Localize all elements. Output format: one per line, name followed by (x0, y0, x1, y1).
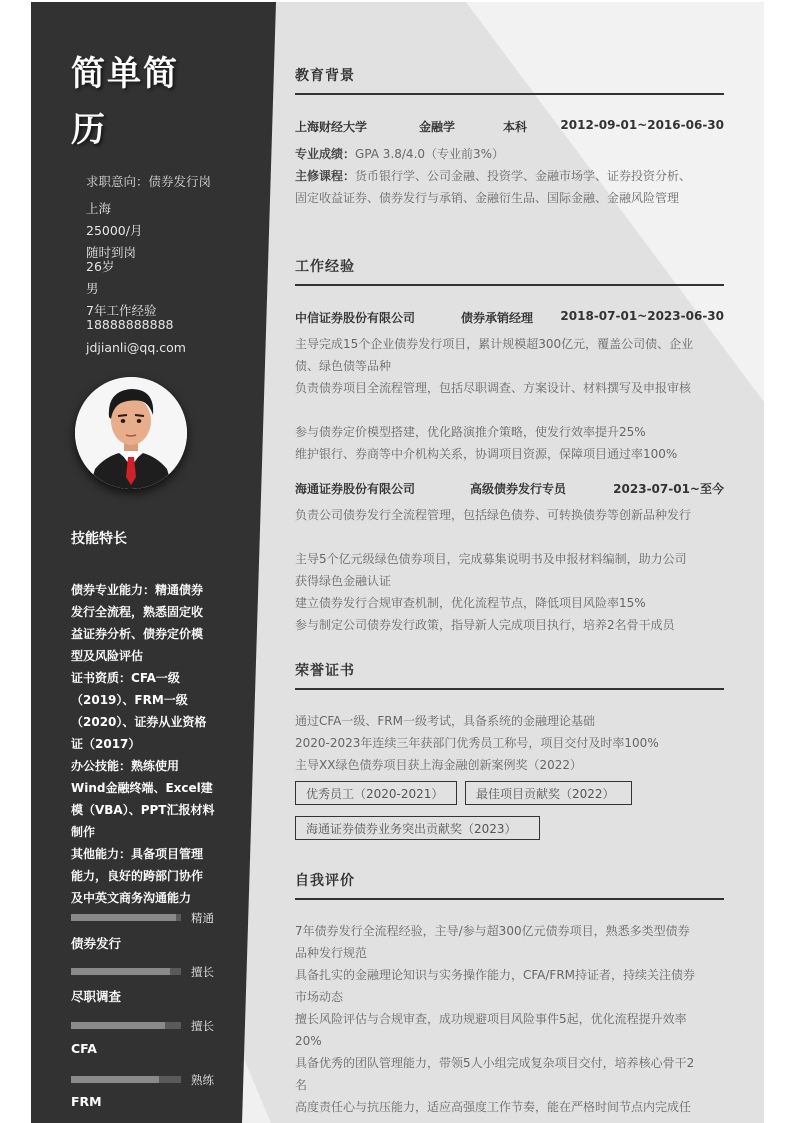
job-dates: 2018-07-01~2023-06-30 (560, 309, 724, 323)
job-intent: 求职意向：债券发行岗 (86, 174, 212, 189)
info-experience: 7年工作经验 (86, 303, 157, 318)
self-eval-line: 20% (295, 1034, 322, 1048)
section-divider (295, 898, 724, 900)
skills-line: （2019）、FRM一级 (71, 693, 188, 707)
skill-name: 债券发行 (71, 936, 122, 951)
school-name: 上海财经大学 (295, 120, 368, 134)
skills-line: 型及风险评估 (71, 649, 144, 663)
skills-line: （2020）、证券从业资格 (71, 715, 207, 729)
section-title-education: 教育背景 (295, 68, 355, 84)
self-eval-line: 擅长风险评估与合规审查，成功规避项目风险事件5起，优化流程提升效率 (295, 1012, 687, 1026)
honor-tag: 海通证券债券业务突出贡献奖（2023） (295, 816, 540, 840)
info-availability: 随时到岗 (86, 245, 137, 260)
resume-page (31, 2, 764, 1123)
title-line-2: 历 (71, 110, 107, 150)
self-eval-line: 7年债券发行全流程经验，主导/参与超300亿元债券项目，熟悉多类型债券 (295, 924, 690, 938)
education-dates: 2012-09-01~2016-06-30 (560, 118, 724, 132)
skill-bar-bond-issuance (71, 910, 221, 924)
section-divider (295, 688, 724, 690)
skills-line: 债券专业能力：精通债券 (71, 583, 204, 597)
self-eval-line: 品种发行规范 (295, 946, 368, 960)
self-eval-line: 市场动态 (295, 990, 344, 1004)
degree: 本科 (503, 120, 528, 134)
title-line-1: 简单简 (71, 54, 179, 94)
job-line: 建立债券发行合规审查机制，优化流程节点，降低项目风险率15% (295, 596, 646, 610)
honor-line: 主导XX绿色债券项目获上海金融创新案例奖（2022） (295, 758, 582, 772)
job-line: 负责债券项目全流程管理，包括尽职调查、方案设计、材料撰写及申报审核 (295, 381, 692, 395)
job-line: 获得绿色金融认证 (295, 574, 392, 588)
skill-name: 尽职调查 (71, 989, 122, 1004)
skill-bar-track (71, 914, 181, 921)
honor-tag: 优秀员工（2020-2021） (295, 781, 457, 805)
job-line: 债、绿色债等品种 (295, 359, 392, 373)
section-title-honors: 荣誉证书 (295, 663, 355, 679)
self-eval-text (295, 920, 724, 1118)
info-gender: 男 (86, 281, 99, 296)
skills-line: 办公技能：熟练使用 (71, 759, 180, 773)
skills-line: 证（2017） (71, 737, 141, 751)
job-description (295, 333, 724, 465)
skill-bar-fill (71, 914, 176, 921)
info-city: 上海 (86, 201, 112, 216)
skill-bar-frm (71, 1072, 221, 1086)
job-description (295, 504, 724, 636)
major: 金融学 (419, 120, 456, 134)
sidebar (31, 2, 276, 1123)
job-dates: 2023-07-01~至今 (613, 482, 724, 496)
job-line: 负责公司债券发行全流程管理，包括绿色债券、可转换债券等创新品种发行 (295, 508, 692, 522)
company-name: 中信证券股份有限公司 (295, 311, 416, 325)
info-salary: 25000/月 (86, 223, 143, 238)
self-eval-line: 具备优秀的团队管理能力，带领5人小组完成复杂项目交付，培养核心骨干2 (295, 1056, 695, 1070)
job-line: 参与制定公司债券发行政策，指导新人完成项目执行，培养2名骨干成员 (295, 618, 675, 632)
info-email: jdjianli@qq.com (86, 340, 186, 355)
skill-bar-cfa (71, 1018, 221, 1032)
skill-bar-fill (71, 968, 170, 975)
skill-level: 擅长 (191, 965, 214, 979)
skill-bar-track (71, 968, 181, 975)
skills-line: Wind金融终端、Excel建 (71, 781, 213, 795)
section-divider (295, 93, 724, 95)
section-title-self-eval: 自我评价 (295, 873, 355, 889)
section-divider (295, 284, 724, 286)
job-line: 维护银行、券商等中介机构关系，协调项目资源，保障项目通过率100% (295, 447, 678, 461)
courses-line: 主修课程：货币银行学、公司金融、投资学、金融市场学、证券投资分析、 (295, 169, 692, 183)
self-eval-line: 具备扎实的金融理论知识与实务操作能力，CFA/FRM持证者，持续关注债券 (295, 968, 696, 982)
skills-line: 制作 (71, 825, 96, 839)
self-eval-line: 高度责任心与抗压能力，适应高强度工作节奏，能在严格时间节点内完成任 (295, 1100, 692, 1114)
skills-line: 模（VBA）、PPT汇报材料 (71, 803, 215, 817)
skill-bar-fill (71, 1022, 165, 1029)
resume-title (71, 46, 201, 158)
job-position: 高级债券发行专员 (470, 482, 567, 496)
education-details (295, 143, 724, 209)
person-avatar-icon (75, 377, 187, 489)
self-eval-line: 名 (295, 1078, 308, 1092)
skill-name: FRM (71, 1094, 102, 1109)
skill-level: 精通 (191, 911, 214, 925)
skills-line: 及中英文商务沟通能力 (71, 891, 192, 905)
honor-line: 2020-2023年连续三年获部门优秀员工称号，项目交付及时率100% (295, 736, 659, 750)
info-phone: 18888888888 (86, 317, 174, 332)
job-position: 债券承销经理 (461, 311, 534, 325)
skills-line: 证书资质：CFA一级 (71, 671, 180, 685)
job-line-spacer (295, 399, 724, 421)
courses-line-2: 固定收益证券、债券发行与承销、金融衍生品、国际金融、金融风险管理 (295, 191, 680, 205)
skill-bar-track (71, 1022, 181, 1029)
job-line: 参与债券定价模型搭建，优化路演推介策略，使发行效率提升25% (295, 425, 646, 439)
skill-bar-track (71, 1076, 181, 1083)
skills-line: 发行全流程，熟悉固定收 (71, 605, 204, 619)
skill-level: 擅长 (191, 1019, 214, 1033)
job-line-spacer (295, 526, 724, 548)
skills-line: 益证券分析、债券定价模 (71, 627, 204, 641)
gpa-line: 专业成绩：GPA 3.8/4.0（专业前3%） (295, 147, 505, 161)
honor-line: 通过CFA一级、FRM一级考试，具备系统的金融理论基础 (295, 714, 595, 728)
company-name: 海通证券股份有限公司 (295, 482, 416, 496)
skills-title: 技能特长 (71, 531, 127, 547)
honor-tag: 最佳项目贡献奖（2022） (465, 781, 632, 805)
skill-level: 熟练 (191, 1073, 214, 1087)
avatar (75, 377, 187, 489)
honors-list (295, 710, 724, 776)
skill-bar-fill (71, 1076, 159, 1083)
skills-line: 其他能力：具备项目管理 (71, 847, 204, 861)
job-line: 主导完成15个企业债券发行项目，累计规模超300亿元，覆盖公司债、企业 (295, 337, 694, 351)
skill-name: CFA (71, 1041, 97, 1056)
job-line: 主导5个亿元级绿色债券项目，完成募集说明书及申报材料编制，助力公司 (295, 552, 687, 566)
skills-line: 能力，良好的跨部门协作 (71, 869, 204, 883)
section-title-work: 工作经验 (295, 259, 355, 275)
skill-bar-due-diligence (71, 964, 221, 978)
skills-description (71, 579, 221, 909)
info-age: 26岁 (86, 259, 115, 274)
